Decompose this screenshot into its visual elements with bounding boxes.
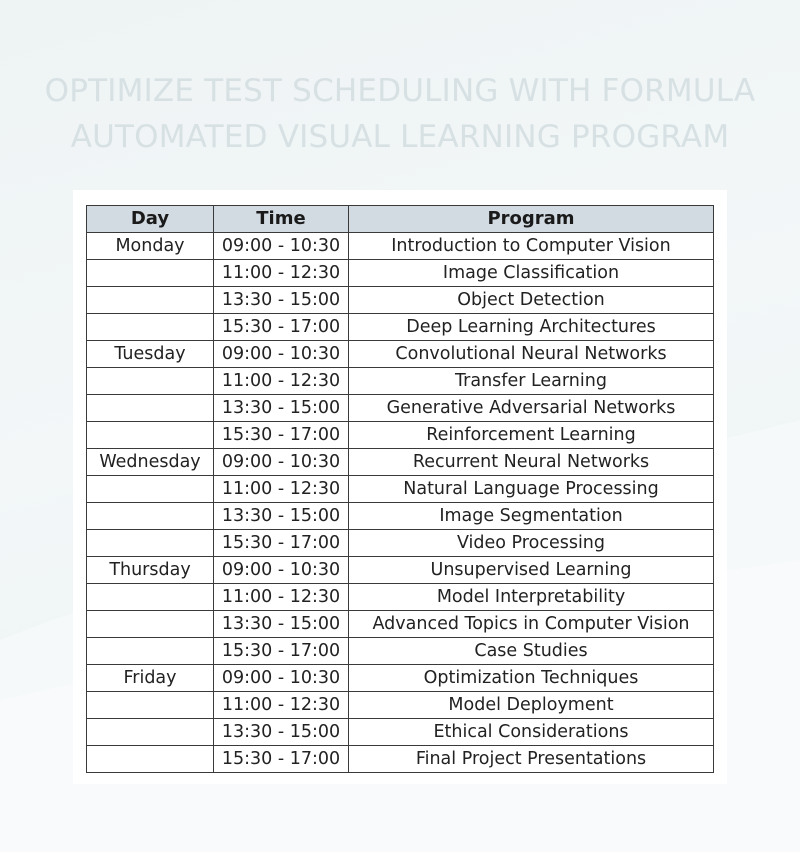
day-cell (87, 503, 214, 530)
program-cell: Unsupervised Learning (349, 557, 714, 584)
time-cell: 11:00 - 12:30 (214, 692, 349, 719)
day-cell (87, 692, 214, 719)
time-cell: 13:30 - 15:00 (214, 287, 349, 314)
program-cell: Optimization Techniques (349, 665, 714, 692)
program-cell: Recurrent Neural Networks (349, 449, 714, 476)
table-row (87, 611, 714, 638)
schedule-card (73, 190, 727, 784)
time-cell: 15:30 - 17:00 (214, 530, 349, 557)
day-cell: Tuesday (87, 341, 214, 368)
program-cell: Image Segmentation (349, 503, 714, 530)
program-cell: Reinforcement Learning (349, 422, 714, 449)
table-row (87, 395, 714, 422)
title-line-2: AUTOMATED VISUAL LEARNING PROGRAM (70, 119, 730, 155)
day-cell (87, 422, 214, 449)
program-cell: Convolutional Neural Networks (349, 341, 714, 368)
table-row (87, 530, 714, 557)
table-row (87, 368, 714, 395)
day-cell (87, 287, 214, 314)
day-cell: Monday (87, 233, 214, 260)
time-cell: 11:00 - 12:30 (214, 584, 349, 611)
header-row (87, 206, 714, 233)
program-cell: Video Processing (349, 530, 714, 557)
time-cell: 09:00 - 10:30 (214, 341, 349, 368)
table-row (87, 638, 714, 665)
program-cell: Image Classification (349, 260, 714, 287)
table-row (87, 557, 714, 584)
table-row (87, 584, 714, 611)
program-cell: Introduction to Computer Vision (349, 233, 714, 260)
day-cell (87, 584, 214, 611)
header-day: Day (87, 206, 214, 233)
time-cell: 13:30 - 15:00 (214, 503, 349, 530)
table-row (87, 449, 714, 476)
time-cell: 11:00 - 12:30 (214, 260, 349, 287)
header-program: Program (349, 206, 714, 233)
table-row (87, 665, 714, 692)
program-cell: Generative Adversarial Networks (349, 395, 714, 422)
time-cell: 09:00 - 10:30 (214, 449, 349, 476)
program-cell: Natural Language Processing (349, 476, 714, 503)
program-cell: Advanced Topics in Computer Vision (349, 611, 714, 638)
table-row (87, 260, 714, 287)
day-cell (87, 719, 214, 746)
time-cell: 11:00 - 12:30 (214, 476, 349, 503)
table-row (87, 233, 714, 260)
day-cell: Friday (87, 665, 214, 692)
time-cell: 13:30 - 15:00 (214, 395, 349, 422)
table-row (87, 476, 714, 503)
table-row (87, 287, 714, 314)
day-cell: Thursday (87, 557, 214, 584)
program-cell: Object Detection (349, 287, 714, 314)
day-cell (87, 638, 214, 665)
header-time: Time (214, 206, 349, 233)
program-cell: Ethical Considerations (349, 719, 714, 746)
program-cell: Case Studies (349, 638, 714, 665)
schedule-table (86, 205, 714, 773)
time-cell: 09:00 - 10:30 (214, 557, 349, 584)
table-row (87, 692, 714, 719)
day-cell (87, 314, 214, 341)
program-cell: Transfer Learning (349, 368, 714, 395)
program-cell: Model Interpretability (349, 584, 714, 611)
page-title (0, 68, 800, 160)
program-cell: Deep Learning Architectures (349, 314, 714, 341)
day-cell (87, 476, 214, 503)
day-cell (87, 260, 214, 287)
table-row (87, 746, 714, 773)
time-cell: 13:30 - 15:00 (214, 611, 349, 638)
time-cell: 09:00 - 10:30 (214, 665, 349, 692)
table-row (87, 422, 714, 449)
day-cell (87, 746, 214, 773)
table-row (87, 503, 714, 530)
day-cell (87, 530, 214, 557)
program-cell: Model Deployment (349, 692, 714, 719)
table-row (87, 341, 714, 368)
day-cell: Wednesday (87, 449, 214, 476)
time-cell: 11:00 - 12:30 (214, 368, 349, 395)
time-cell: 13:30 - 15:00 (214, 719, 349, 746)
day-cell (87, 395, 214, 422)
table-row (87, 719, 714, 746)
time-cell: 09:00 - 10:30 (214, 233, 349, 260)
time-cell: 15:30 - 17:00 (214, 314, 349, 341)
time-cell: 15:30 - 17:00 (214, 422, 349, 449)
title-line-1: OPTIMIZE TEST SCHEDULING WITH FORMULA (44, 73, 756, 109)
program-cell: Final Project Presentations (349, 746, 714, 773)
time-cell: 15:30 - 17:00 (214, 638, 349, 665)
day-cell (87, 368, 214, 395)
day-cell (87, 611, 214, 638)
table-row (87, 314, 714, 341)
time-cell: 15:30 - 17:00 (214, 746, 349, 773)
